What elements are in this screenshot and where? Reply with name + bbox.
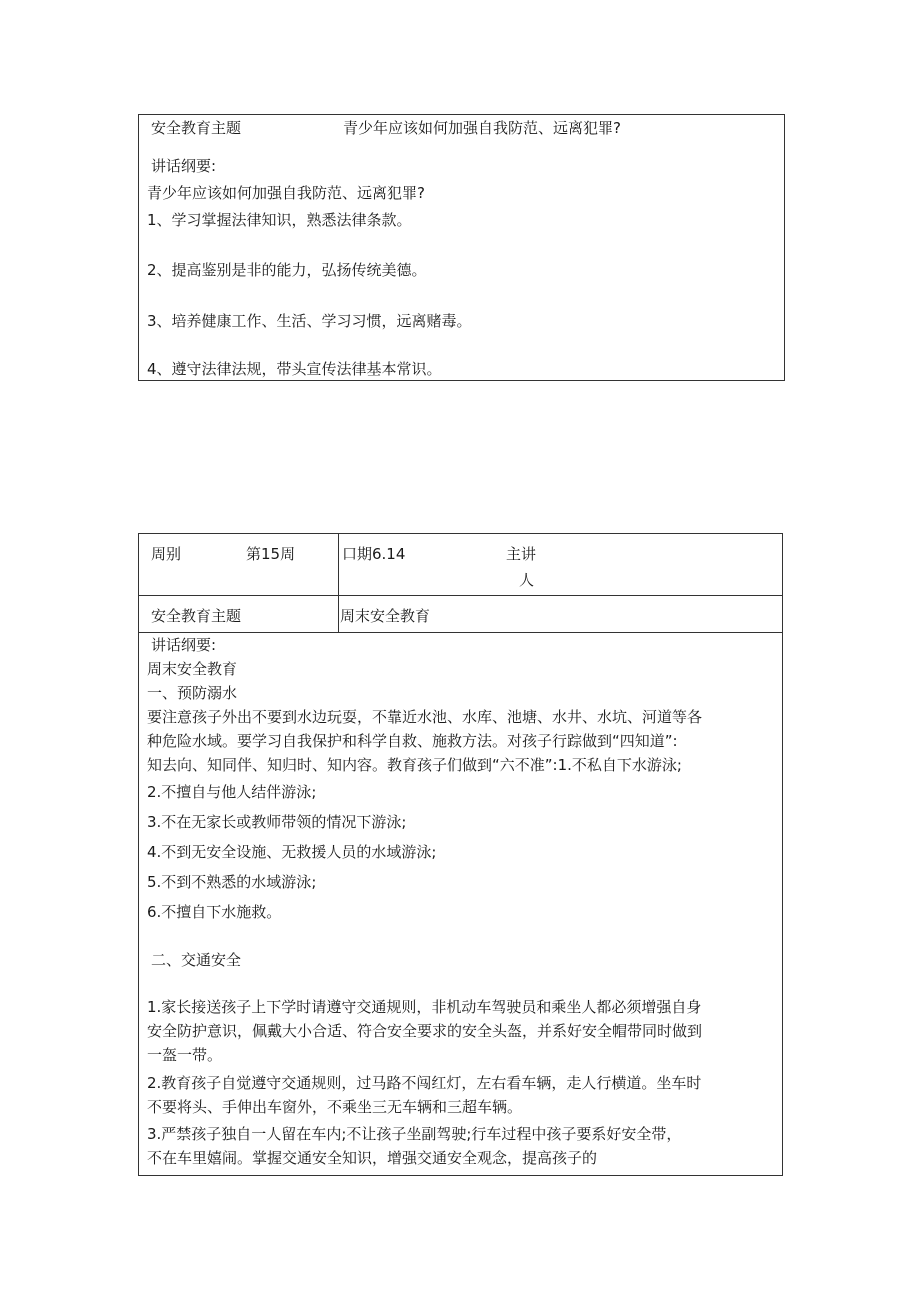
table2-outline-title: 周末安全教育	[147, 660, 238, 678]
paragraph-line: 要注意孩子外出不要到水边玩耍，不靠近水池、水库、池塘、水井、水坑、河道等各	[147, 708, 703, 726]
table1-item: 4、遵守法律法规，带头宣传法律基本常识。	[147, 360, 442, 378]
section-title: 二、交通安全	[151, 951, 242, 969]
list-item: 4.不到无安全设施、无救援人员的水域游泳;	[147, 843, 437, 861]
paragraph-line: 2.教育孩子自觉遵守交通规则，过马路不闯红灯，左右看车辆，走人行横道。坐车时	[147, 1074, 702, 1092]
speaker-label: 主讲	[506, 545, 537, 563]
list-item: 3.不在无家长或教师带领的情况下游泳;	[147, 813, 407, 831]
table-1	[138, 114, 785, 381]
week-value: 第15周	[246, 545, 296, 563]
table2-row-divider	[138, 632, 783, 633]
table2-theme-value: 周末安全教育	[340, 607, 431, 625]
table1-theme-value: 青少年应该如何加强自我防范、远离犯罪?	[343, 119, 621, 137]
date-label: 口期6.14	[342, 545, 406, 563]
table2-theme-label: 安全教育主题	[151, 607, 242, 625]
table1-item: 3、培养健康工作、生活、学习习惯，远离赌毒。	[147, 312, 472, 330]
paragraph-line: 种危险水域。要学习自我保护和科学自救、施救方法。对孩子行踪做到“四知道”:	[147, 732, 678, 750]
table1-outline-label: 讲话纲要:	[151, 157, 217, 175]
week-label: 周别	[151, 545, 182, 563]
paragraph-line: 3.严禁孩子独自一人留在车内;不让孩子坐副驾驶;行车过程中孩子要系好安全带，	[147, 1125, 682, 1143]
table2-col-divider	[338, 533, 339, 632]
table2-row-divider	[138, 595, 783, 596]
speaker-label-cont: 人	[519, 571, 535, 589]
paragraph-line: 不要将头、手伸出车窗外，不乘坐三无车辆和三超车辆。	[147, 1098, 523, 1116]
paragraph-line: 1.家长接送孩子上下学时请遵守交通规则，非机动车驾驶员和乘坐人都必须增强自身	[147, 998, 702, 1016]
list-item: 5.不到不熟悉的水域游泳;	[147, 873, 317, 891]
paragraph-line: 不在车里嬉闹。掌握交通安全知识，增强交通安全观念，提高孩子的	[147, 1149, 598, 1167]
table1-item: 2、提高鉴别是非的能力，弘扬传统美德。	[147, 261, 427, 279]
table1-item: 1、学习掌握法律知识，熟悉法律条款。	[147, 211, 412, 229]
paragraph-line: 知去向、知同伴、知归时、知内容。教育孩子们做到“六不准”:1.不私自下水游泳;	[147, 756, 682, 774]
table1-outline-title: 青少年应该如何加强自我防范、远离犯罪?	[147, 184, 425, 202]
section-title: 一、预防溺水	[147, 684, 238, 702]
paragraph-line: 安全防护意识，佩戴大小合适、符合安全要求的安全头盔，并系好安全帽带同时做到	[147, 1022, 703, 1040]
list-item: 6.不擅自下水施救。	[147, 903, 282, 921]
list-item: 2.不擅自与他人结伴游泳;	[147, 783, 317, 801]
paragraph-line: 一盔一带。	[147, 1046, 223, 1064]
table1-theme-label: 安全教育主题	[151, 119, 242, 137]
table2-outline-label: 讲话纲要:	[151, 636, 217, 654]
